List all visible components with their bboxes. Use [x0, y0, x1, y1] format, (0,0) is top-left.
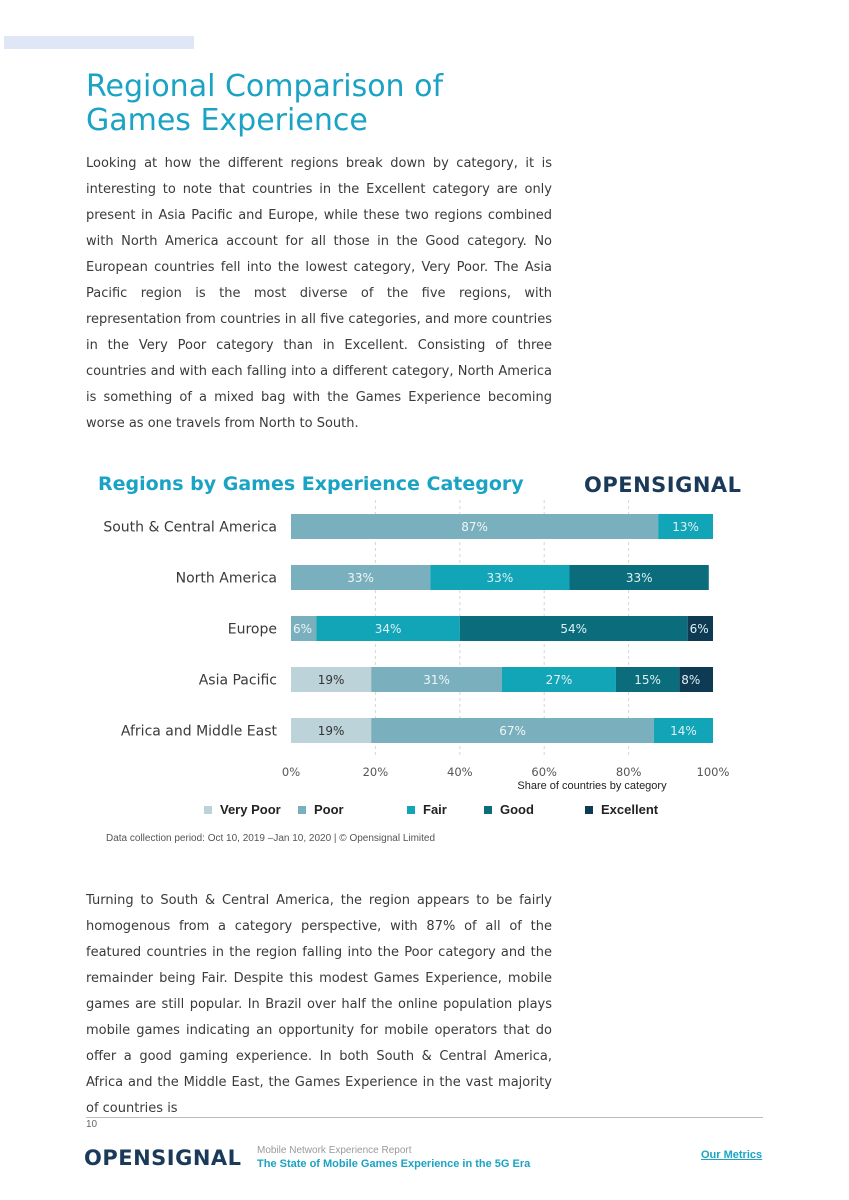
legend-swatch — [204, 806, 212, 814]
data-label: 19% — [317, 724, 345, 738]
body-paragraph: Turning to South & Central America, the region appears to be fairly homogenous from a category perspective, with 87% of all of the featured countries in the region falling into the Poor category and the remainder being Fair. Despite this modest Games Experience, mobile games are still popular. In Brazil over half the online population plays mobile games indicating an opportunity for mobile operators that do offer a good gaming experience. In both South & Central America, Africa and the Middle East, the Games Experience in the vast majority of countries is — [86, 893, 552, 1116]
legend-item — [484, 802, 534, 817]
category-label: Asia Pacific — [198, 672, 277, 689]
category-label: South & Central America — [103, 519, 277, 536]
data-label: 54% — [560, 622, 588, 636]
x-tick-label: 0% — [281, 765, 301, 779]
data-label: 19% — [317, 673, 345, 687]
legend-label: Excellent — [601, 802, 659, 817]
page-number: 10 — [86, 1119, 98, 1130]
x-tick-label: 40% — [447, 765, 473, 779]
data-label: 67% — [499, 724, 526, 738]
data-label: 33% — [486, 571, 514, 585]
category-label: Africa and Middle East — [120, 723, 277, 740]
data-label: 33% — [625, 571, 653, 585]
legend-swatch — [484, 806, 492, 814]
legend-item — [204, 802, 281, 817]
legend-swatch — [298, 806, 306, 814]
chart-title: Regions by Games Experience Category — [98, 473, 524, 495]
footer-report-title: The State of Mobile Games Experience in the 5G Era — [257, 1158, 531, 1170]
x-tick-label: 100% — [696, 765, 730, 779]
legend-item — [298, 802, 344, 817]
chart-legend — [0, 802, 849, 822]
legend-item — [407, 802, 447, 817]
x-axis-label: Share of countries by category — [517, 780, 667, 792]
stacked-bar-chart — [0, 500, 849, 795]
intro-paragraph: Looking at how the different regions break down by category, it is interesting to note that countries in the Excellent category are only present in Asia Pacific and Europe, while these two regions combined with North America account for all those in the Good category. No European countries fell into the lowest category, Very Poor. The Asia Pacific region is the most diverse of the five regions, with representation from countries in all five categories, and more countries in the Very Poor category than in Excellent. Consisting of three countries and with each falling into a different category, North America is something of a mixed bag with the Games Experience becoming worse as one travels from North to South. — [86, 156, 552, 431]
data-label: 14% — [670, 724, 697, 738]
page-title-line: Regional Comparison of — [86, 69, 444, 104]
category-label: Europe — [227, 621, 277, 638]
data-label: 6% — [689, 622, 709, 636]
footer-opensignal-logo: OPENSIGNAL — [84, 1146, 242, 1170]
page-title — [86, 70, 686, 138]
category-label: North America — [175, 570, 277, 587]
legend-swatch — [585, 806, 593, 814]
page-title-line: Games Experience — [86, 103, 368, 138]
footer-divider — [86, 1117, 763, 1118]
data-label: 8% — [681, 673, 701, 687]
x-tick-label: 20% — [362, 765, 389, 779]
legend-label: Very Poor — [220, 802, 281, 817]
data-label: 13% — [672, 520, 699, 534]
opensignal-logo: OPENSIGNAL — [584, 473, 742, 497]
data-label: 87% — [461, 520, 488, 534]
x-tick-label: 60% — [531, 765, 557, 779]
data-label: 15% — [634, 673, 661, 687]
legend-label: Good — [500, 802, 534, 817]
data-label: 33% — [347, 571, 374, 585]
top-accent-bar — [4, 36, 194, 49]
footer-subtitle: Mobile Network Experience Report — [257, 1145, 412, 1156]
data-label: 31% — [423, 673, 450, 687]
legend-label: Fair — [423, 802, 447, 817]
data-label: 27% — [545, 673, 573, 687]
data-source-note: Data collection period: Oct 10, 2019 –Jan 10, 2020 | © Opensignal Limited — [106, 833, 436, 844]
x-tick-label: 80% — [615, 765, 642, 779]
our-metrics-link[interactable]: Our Metrics — [701, 1149, 763, 1161]
legend-item — [585, 802, 658, 817]
legend-swatch — [407, 806, 415, 814]
legend-label: Poor — [314, 802, 344, 817]
data-label: 6% — [293, 622, 313, 636]
data-label: 34% — [374, 622, 402, 636]
